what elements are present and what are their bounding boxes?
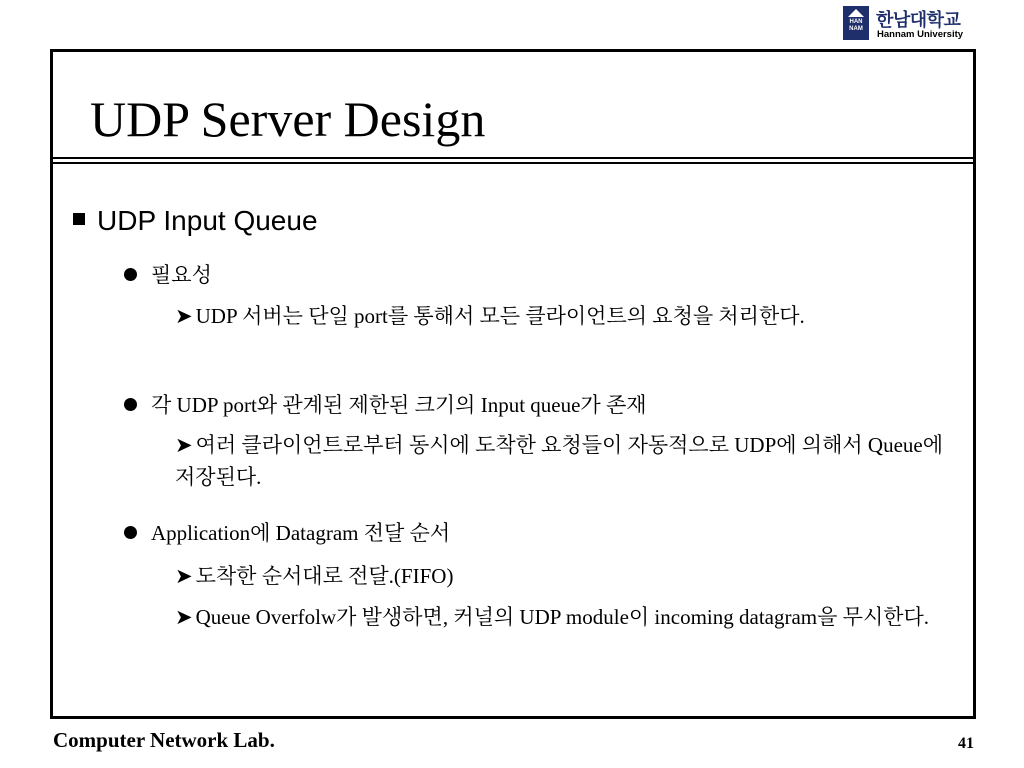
arrow-bullet-icon: ➤ — [175, 564, 193, 588]
detail-item — [175, 601, 945, 633]
detail-item — [175, 300, 945, 332]
title-divider — [53, 157, 973, 164]
arrow-bullet-icon: ➤ — [175, 605, 193, 629]
main-bullet-text: UDP Input Queue — [97, 205, 318, 236]
round-bullet-icon — [124, 398, 137, 411]
logo-emblem-icon — [843, 6, 869, 40]
detail-text: 여러 클라이언트로부터 동시에 도착한 요청들이 자동적으로 UDP에 의해서 Queue에 저장된다. — [175, 433, 944, 489]
sub-bullet — [124, 259, 212, 289]
page-number: 41 — [958, 735, 974, 752]
detail-text: 도착한 순서대로 전달.(FIFO) — [195, 564, 454, 588]
main-bullet — [73, 205, 318, 237]
detail-text: Queue Overfolw가 발생하면, 커널의 UDP module이 incoming datagram을 무시한다. — [195, 605, 930, 629]
round-bullet-icon — [124, 268, 137, 281]
university-logo — [843, 6, 983, 44]
sub-bullet — [124, 517, 450, 547]
logo-mark-text: HAN NAM — [849, 19, 863, 32]
square-bullet-icon — [73, 213, 85, 225]
arrow-bullet-icon: ➤ — [175, 304, 193, 328]
detail-item — [175, 429, 945, 493]
slide-title: UDP Server Design — [90, 91, 486, 147]
logo-korean-name: 한남대학교 — [876, 10, 961, 31]
arrow-bullet-icon: ➤ — [175, 433, 193, 457]
detail-item — [175, 560, 945, 592]
round-bullet-icon — [124, 526, 137, 539]
footer-lab-name: Computer Network Lab. — [53, 728, 275, 752]
sub-bullet — [124, 389, 647, 419]
sub-bullet-text: 각 UDP port와 관계된 제한된 크기의 Input queue가 존재 — [151, 393, 647, 417]
logo-english-name: Hannam University — [877, 29, 964, 40]
detail-text: UDP 서버는 단일 port를 통해서 모든 클라이언트의 요청을 처리한다. — [195, 304, 805, 328]
sub-bullet-text: Application에 Datagram 전달 순서 — [151, 521, 451, 545]
sub-bullet-text: 필요성 — [151, 263, 212, 287]
slide-frame — [50, 49, 976, 719]
